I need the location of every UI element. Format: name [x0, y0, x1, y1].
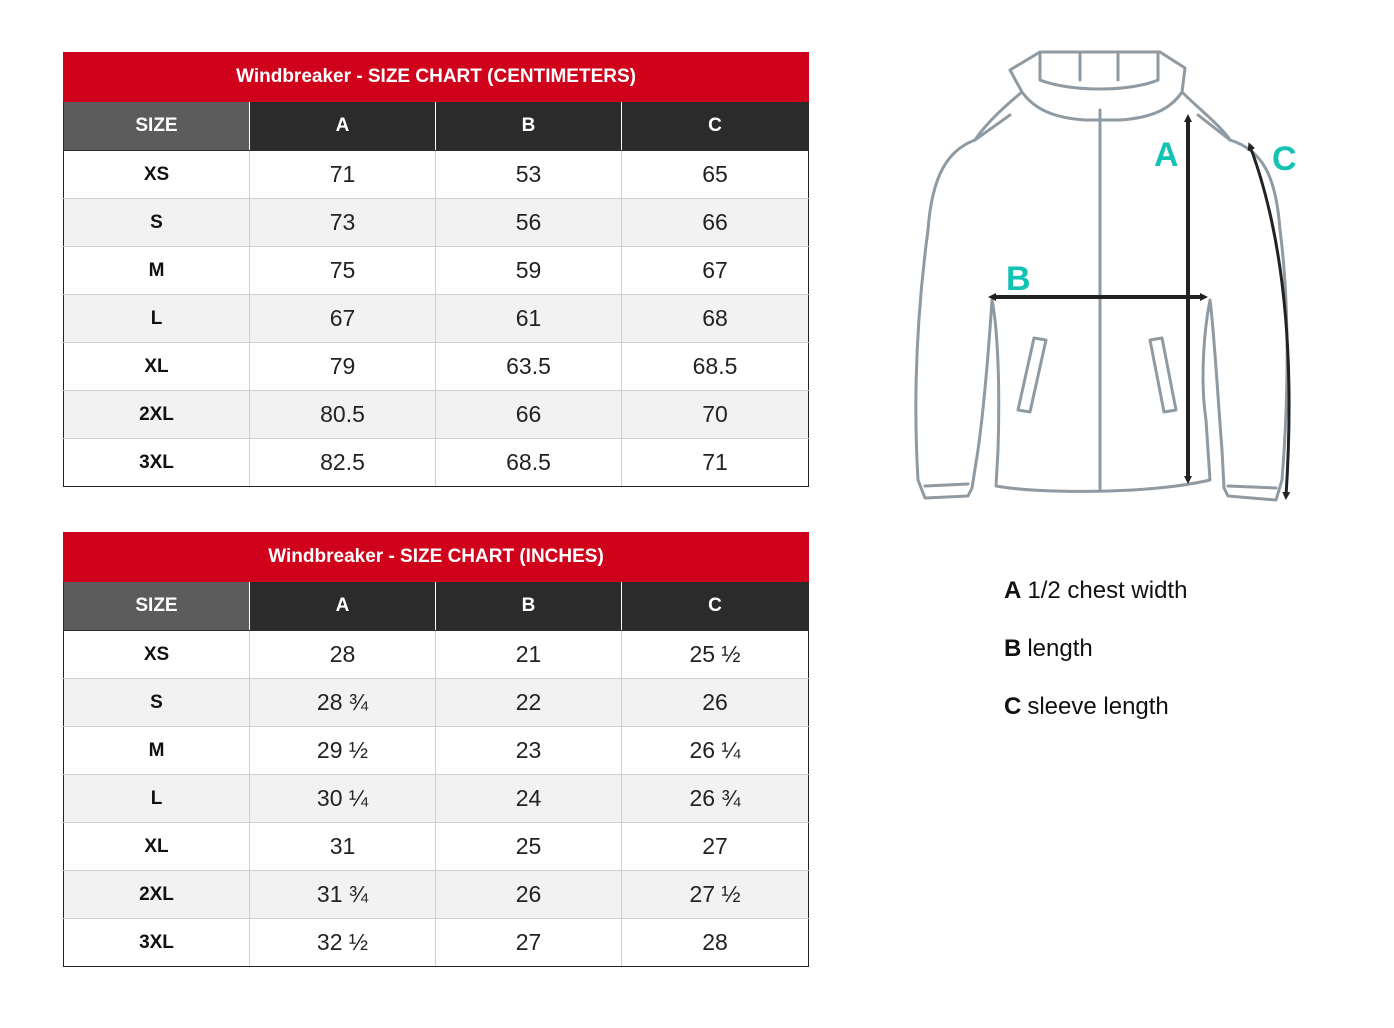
legend-item [1004, 576, 1187, 634]
table-row [64, 823, 809, 871]
value-cell: 73 [250, 199, 436, 247]
size-cell: M [64, 727, 250, 775]
value-cell: 70 [622, 391, 809, 439]
value-cell: 29 ½ [250, 727, 436, 775]
value-cell: 26 [436, 871, 622, 919]
value-cell: 22 [436, 679, 622, 727]
table-row [64, 151, 809, 199]
size-cell: 2XL [64, 871, 250, 919]
column-header-b: B [436, 102, 622, 151]
size-cell: XL [64, 823, 250, 871]
size-cell: L [64, 775, 250, 823]
legend-key: C [1004, 693, 1022, 720]
legend-item [1004, 634, 1187, 692]
table-row [64, 343, 809, 391]
value-cell: 71 [250, 151, 436, 199]
value-cell: 56 [436, 199, 622, 247]
table-row [64, 679, 809, 727]
table-row [64, 727, 809, 775]
value-cell: 25 ½ [622, 631, 809, 679]
legend-key: B [1004, 635, 1022, 662]
legend-key: A [1004, 577, 1022, 604]
value-cell: 82.5 [250, 439, 436, 487]
value-cell: 26 ¼ [622, 727, 809, 775]
value-cell: 66 [436, 391, 622, 439]
value-cell: 26 ¾ [622, 775, 809, 823]
table-row [64, 295, 809, 343]
value-cell: 27 ½ [622, 871, 809, 919]
value-cell: 32 ½ [250, 919, 436, 967]
legend-item [1004, 692, 1187, 750]
value-cell: 31 ¾ [250, 871, 436, 919]
table-row [64, 919, 809, 967]
value-cell: 28 ¾ [250, 679, 436, 727]
value-cell: 68 [622, 295, 809, 343]
column-header-a: A [250, 582, 436, 631]
size-cell: 3XL [64, 919, 250, 967]
value-cell: 67 [250, 295, 436, 343]
size-cell: S [64, 199, 250, 247]
size-cell: S [64, 679, 250, 727]
value-cell: 28 [250, 631, 436, 679]
value-cell: 66 [622, 199, 809, 247]
size-cell: M [64, 247, 250, 295]
label-c: C [1272, 140, 1297, 178]
value-cell: 59 [436, 247, 622, 295]
label-a: A [1154, 136, 1179, 174]
value-cell: 75 [250, 247, 436, 295]
value-cell: 27 [436, 919, 622, 967]
value-cell: 61 [436, 295, 622, 343]
table-title: Windbreaker - SIZE CHART (CENTIMETERS) [64, 53, 809, 102]
legend-text: sleeve length [1027, 693, 1169, 720]
value-cell: 30 ¼ [250, 775, 436, 823]
label-b: B [1006, 260, 1031, 298]
value-cell: 79 [250, 343, 436, 391]
value-cell: 23 [436, 727, 622, 775]
value-cell: 68.5 [436, 439, 622, 487]
jacket-measurement-diagram [900, 40, 1320, 520]
table-row [64, 391, 809, 439]
value-cell: 63.5 [436, 343, 622, 391]
column-header-size: SIZE [64, 102, 250, 151]
value-cell: 53 [436, 151, 622, 199]
table-title: Windbreaker - SIZE CHART (INCHES) [64, 533, 809, 582]
value-cell: 65 [622, 151, 809, 199]
table-row [64, 775, 809, 823]
legend-text: length [1027, 635, 1093, 662]
size-cell: XS [64, 631, 250, 679]
jacket-outline-icon [916, 52, 1287, 500]
size-cell: 3XL [64, 439, 250, 487]
value-cell: 28 [622, 919, 809, 967]
value-cell: 31 [250, 823, 436, 871]
measurement-legend [1004, 576, 1187, 750]
column-header-a: A [250, 102, 436, 151]
value-cell: 25 [436, 823, 622, 871]
value-cell: 67 [622, 247, 809, 295]
value-cell: 71 [622, 439, 809, 487]
value-cell: 26 [622, 679, 809, 727]
column-header-c: C [622, 582, 809, 631]
table-row [64, 439, 809, 487]
value-cell: 68.5 [622, 343, 809, 391]
size-chart-inches-table [63, 532, 809, 967]
table-row [64, 199, 809, 247]
value-cell: 80.5 [250, 391, 436, 439]
column-header-c: C [622, 102, 809, 151]
value-cell: 24 [436, 775, 622, 823]
column-header-size: SIZE [64, 582, 250, 631]
table-row [64, 631, 809, 679]
table-row [64, 871, 809, 919]
size-cell: XS [64, 151, 250, 199]
legend-text: 1/2 chest width [1027, 577, 1188, 604]
size-chart-cm-table [63, 52, 809, 487]
size-cell: XL [64, 343, 250, 391]
column-header-b: B [436, 582, 622, 631]
value-cell: 21 [436, 631, 622, 679]
table-row [64, 247, 809, 295]
size-cell: L [64, 295, 250, 343]
size-cell: 2XL [64, 391, 250, 439]
value-cell: 27 [622, 823, 809, 871]
